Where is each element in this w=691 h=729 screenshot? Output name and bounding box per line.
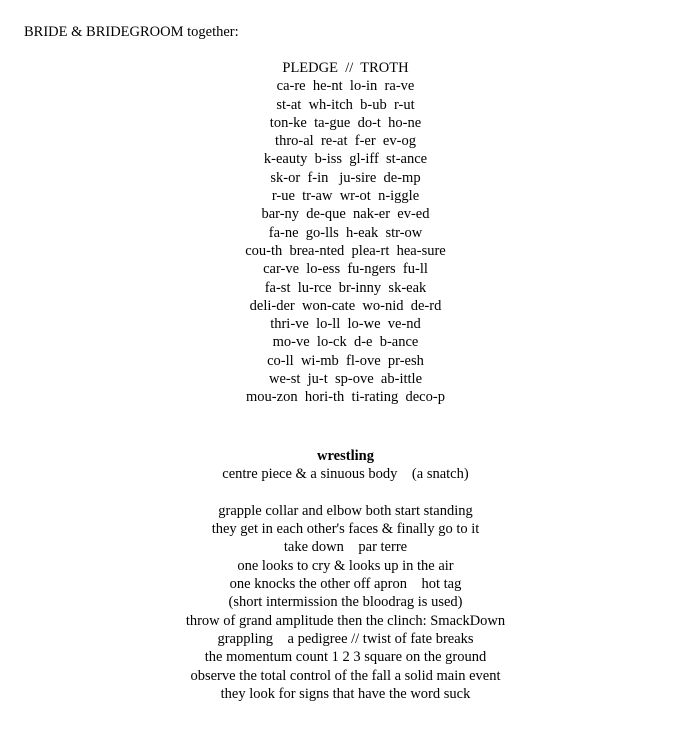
poem-line: car-ve lo-ess fu-ngers fu-ll — [263, 261, 428, 278]
heading: BRIDE & BRIDEGROOM together: — [24, 24, 239, 40]
poem-line: co-ll wi-mb fl-ove pr-esh — [267, 352, 424, 369]
stanza-break — [0, 484, 691, 502]
poem-line: thro-al re-at f-er ev-og — [275, 133, 416, 150]
poem-line: cou-th brea-nted plea-rt hea-sure — [245, 242, 446, 259]
poem-line: the momentum count 1 2 3 square on the ground — [204, 649, 487, 666]
poem-line: fa-st lu-rce br-inny sk-eak — [264, 279, 427, 296]
poem-line: ca-re he-nt lo-in ra-ve — [276, 78, 415, 95]
poem-subtitle: centre piece & a sinuous body (a snatch) — [222, 466, 469, 483]
poem-line: throw of grand amplitude then the clinch: SmackDown — [185, 612, 506, 629]
poem-line: grappling a pedigree // twist of fate breaks — [217, 630, 474, 647]
poem-line: (short intermission the bloodrag is used) — [228, 594, 463, 611]
poem-title: wrestling — [317, 448, 374, 464]
poem-line: bar-ny de-que nak-er ev-ed — [261, 206, 430, 223]
poem-title: PLEDGE // TROTH — [282, 60, 409, 76]
poem-line: st-at wh-itch b-ub r-ut — [276, 96, 415, 113]
poem-line: sk-or f-in ju-sire de-mp — [270, 169, 421, 186]
pledge-troth-poem — [0, 59, 691, 407]
poem-line: mou-zon hori-th ti-rating deco-p — [246, 389, 445, 406]
poem-line: one looks to cry & looks up in the air — [237, 557, 454, 574]
poem-line: they look for signs that have the word suck — [220, 685, 471, 702]
poem-line: we-st ju-t sp-ove ab-ittle — [268, 371, 422, 388]
wrestling-poem — [0, 447, 691, 703]
poem-line: observe the total control of the fall a solid main event — [190, 667, 501, 684]
poem-line: they get in each other's faces & finally go to it — [211, 521, 480, 538]
poem-line: take down par terre — [283, 539, 408, 556]
poem-line: fa-ne go-lls h-eak str-ow — [268, 224, 423, 241]
poem-line: r-ue tr-aw wr-ot n-iggle — [271, 188, 420, 205]
poem-line: k-eauty b-iss gl-iff st-ance — [263, 151, 428, 168]
poem-line: one knocks the other off apron hot tag — [229, 576, 462, 593]
poem-line: ton-ke ta-gue do-t ho-ne — [269, 114, 422, 131]
poem-line: mo-ve lo-ck d-e b-ance — [272, 334, 419, 351]
poem-line: thri-ve lo-ll lo-we ve-nd — [270, 316, 421, 333]
poem-line: grapple collar and elbow both start standing — [218, 502, 473, 519]
poem-line: deli-der won-cate wo-nid de-rd — [249, 297, 442, 314]
